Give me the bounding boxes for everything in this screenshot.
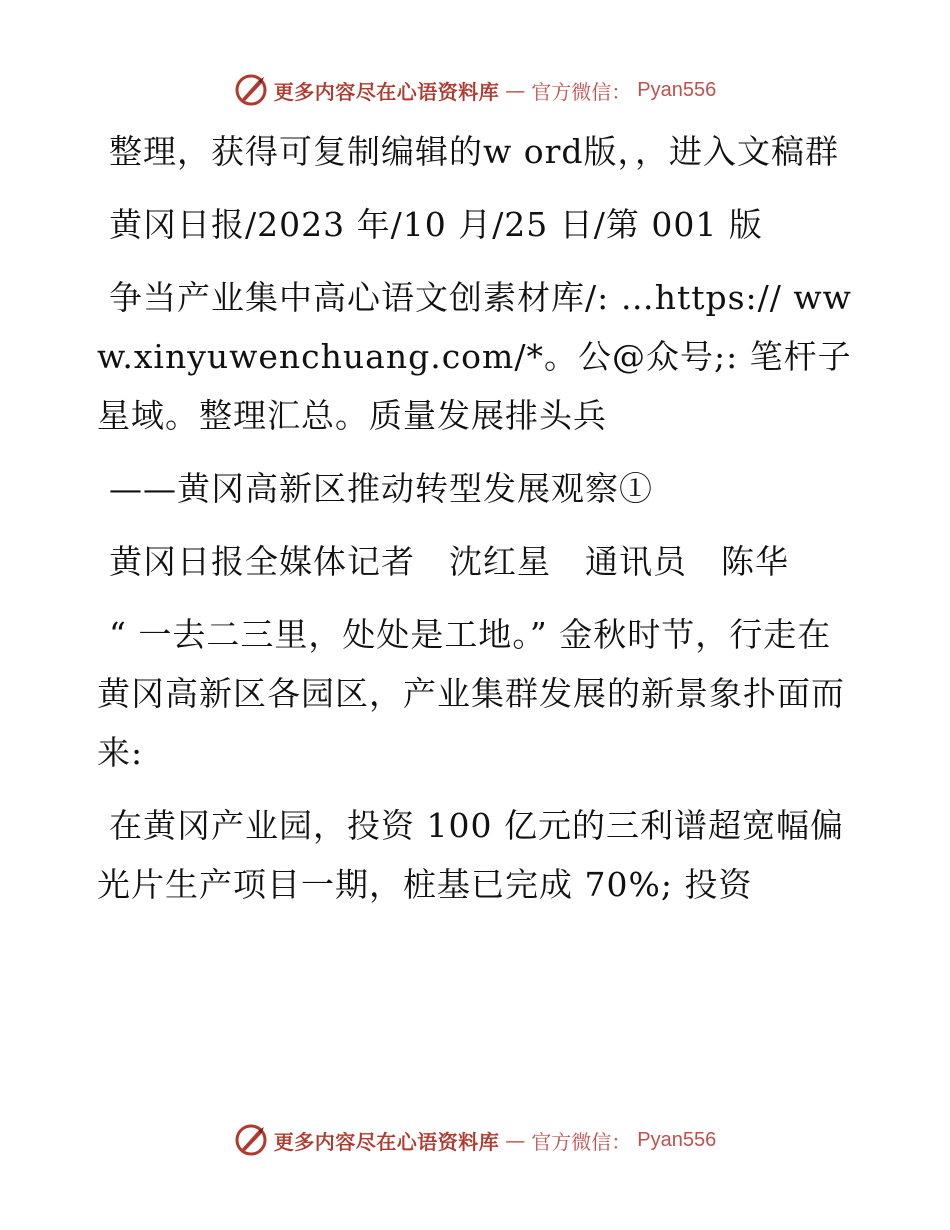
paragraph-title: 争当产业集中高心语文创素材库/: …https:// www.xinyuwenchuang.com/*。公@众号;: 笔杆子星域。整理汇总。质量发展排头兵 — [97, 278, 852, 435]
banner-brand: 更多内容尽在心语资料库 — [273, 1129, 500, 1154]
banner-wechat-id: Pyan556 — [637, 78, 717, 101]
quill-logo-icon — [234, 1123, 268, 1157]
banner-dash: — — [505, 78, 526, 102]
banner-brand: 更多内容尽在心语资料库 — [273, 79, 500, 104]
paragraph-lead: “ 一去二三里，处处是工地。” 金秋时节，行走在黄冈高新区各园区，产业集群发展的新景象扑面而来: — [97, 615, 845, 772]
banner-dash: — — [505, 1128, 526, 1152]
footer-banner — [0, 1120, 950, 1160]
paragraph-source: 黄冈日报/2023 年/10 月/25 日/第 001 版 — [109, 205, 763, 244]
paragraph-body: 在黄冈产业园，投资 100 亿元的三利谱超宽幅偏光片生产项目一期，桩基已完成 70%; 投资 — [97, 806, 844, 904]
banner-wechat-id: Pyan556 — [637, 1128, 717, 1151]
paragraph-byline: 黄冈日报全媒体记者 沈红星 通讯员 陈华 — [109, 542, 789, 581]
quill-logo-icon — [234, 73, 268, 107]
paragraph-subtitle: ——黄冈高新区推动转型发展观察① — [109, 469, 653, 508]
header-banner — [0, 70, 950, 110]
banner-wechat-label: 官方微信： — [531, 1129, 632, 1154]
article-body — [97, 122, 857, 928]
paragraph-intro: 整理，获得可复制编辑的w ord版，，进入文稿群 — [109, 132, 840, 171]
banner-wechat-label: 官方微信： — [531, 79, 632, 104]
